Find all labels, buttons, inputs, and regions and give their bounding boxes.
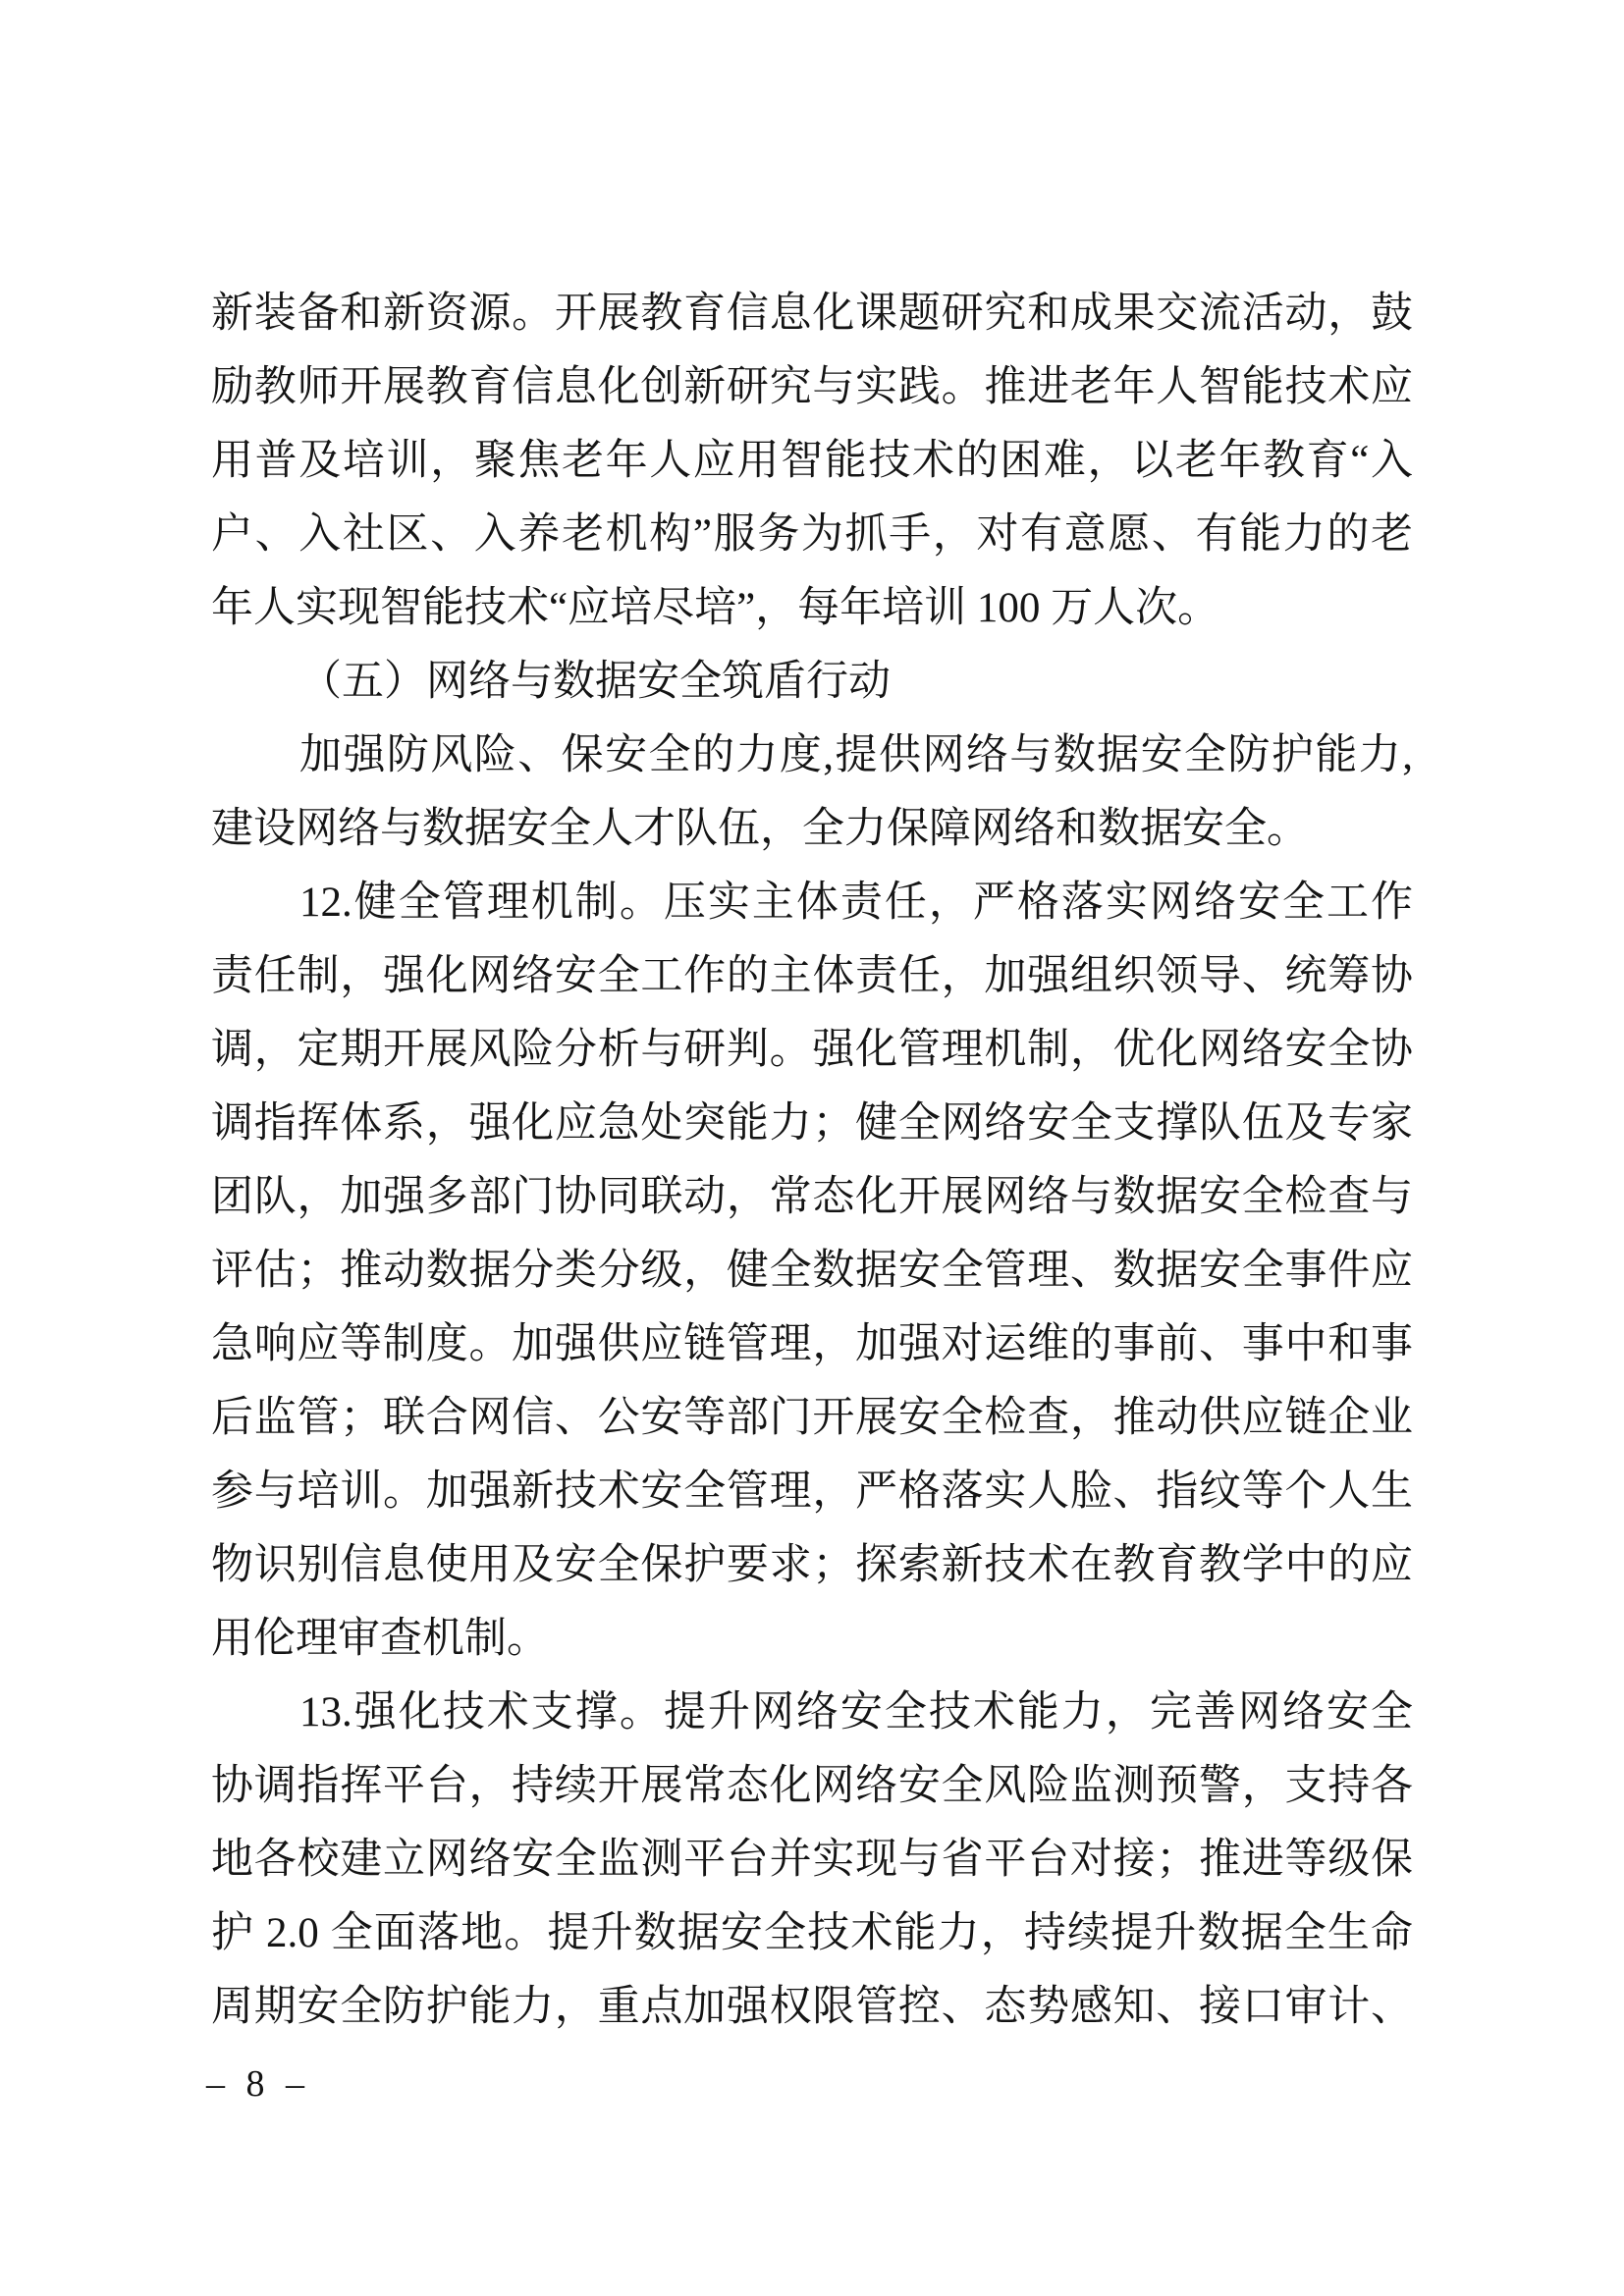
page-number: – 8 – [206, 2063, 310, 2105]
text-line: 年人实现智能技术“应培尽培”，每年培训 100 万人次。 [211, 585, 1220, 631]
text-line: 调，定期开展风险分析与研判。强化管理机制，优化网络安全协 [211, 1027, 1413, 1073]
text-line: 12.健全管理机制。压实主体责任，严格落实网络安全工作 [299, 880, 1413, 926]
text-line: 户、入社区、入养老机构”服务为抓手，对有意愿、有能力的老 [211, 511, 1413, 558]
text-line: 新装备和新资源。开展教育信息化课题研究和成果交流活动，鼓 [211, 291, 1413, 337]
text-line: 参与培训。加强新技术安全管理，严格落实人脸、指纹等个人生 [211, 1468, 1413, 1515]
text-line: 物识别信息使用及安全保护要求；探索新技术在教育教学中的应 [211, 1542, 1413, 1588]
text-line: （五）网络与数据安全筑盾行动 [299, 659, 891, 705]
document-body [211, 277, 1413, 2044]
text-line: 团队，加强多部门协同联动，常态化开展网络与数据安全检查与 [211, 1174, 1413, 1220]
text-line: 励教师开展教育信息化创新研究与实践。推进老年人智能技术应 [211, 364, 1413, 410]
text-line: 13.强化技术支撑。提升网络安全技术能力，完善网络安全 [299, 1689, 1413, 1735]
text-line: 急响应等制度。加强供应链管理，加强对运维的事前、事中和事 [211, 1321, 1413, 1367]
text-line: 建设网络与数据安全人才队伍，全力保障网络和数据安全。 [211, 806, 1309, 852]
text-line: 调指挥体系，强化应急处突能力；健全网络安全支撑队伍及专家 [211, 1100, 1413, 1147]
text-line: 评估；推动数据分类分级，健全数据安全管理、数据安全事件应 [211, 1248, 1413, 1294]
text-line: 地各校建立网络安全监测平台并实现与省平台对接；推进等级保 [211, 1837, 1413, 1883]
text-line: 周期安全防护能力，重点加强权限管控、态势感知、接口审计、 [211, 1984, 1413, 2030]
text-line: 护 2.0 全面落地。提升数据安全技术能力，持续提升数据全生命 [211, 1910, 1413, 1956]
text-line: 后监管；联合网信、公安等部门开展安全检查，推动供应链企业 [211, 1395, 1413, 1441]
text-line: 责任制，强化网络安全工作的主体责任，加强组织领导、统筹协 [211, 953, 1413, 999]
text-line: 加强防风险、保安全的力度,提供网络与数据安全防护能力, [299, 732, 1413, 778]
text-line: 协调指挥平台，持续开展常态化网络安全风险监测预警，支持各 [211, 1763, 1413, 1809]
text-line: 用普及培训，聚焦老年人应用智能技术的困难，以老年教育“入 [211, 438, 1413, 484]
text-line: 用伦理审查机制。 [211, 1616, 549, 1662]
